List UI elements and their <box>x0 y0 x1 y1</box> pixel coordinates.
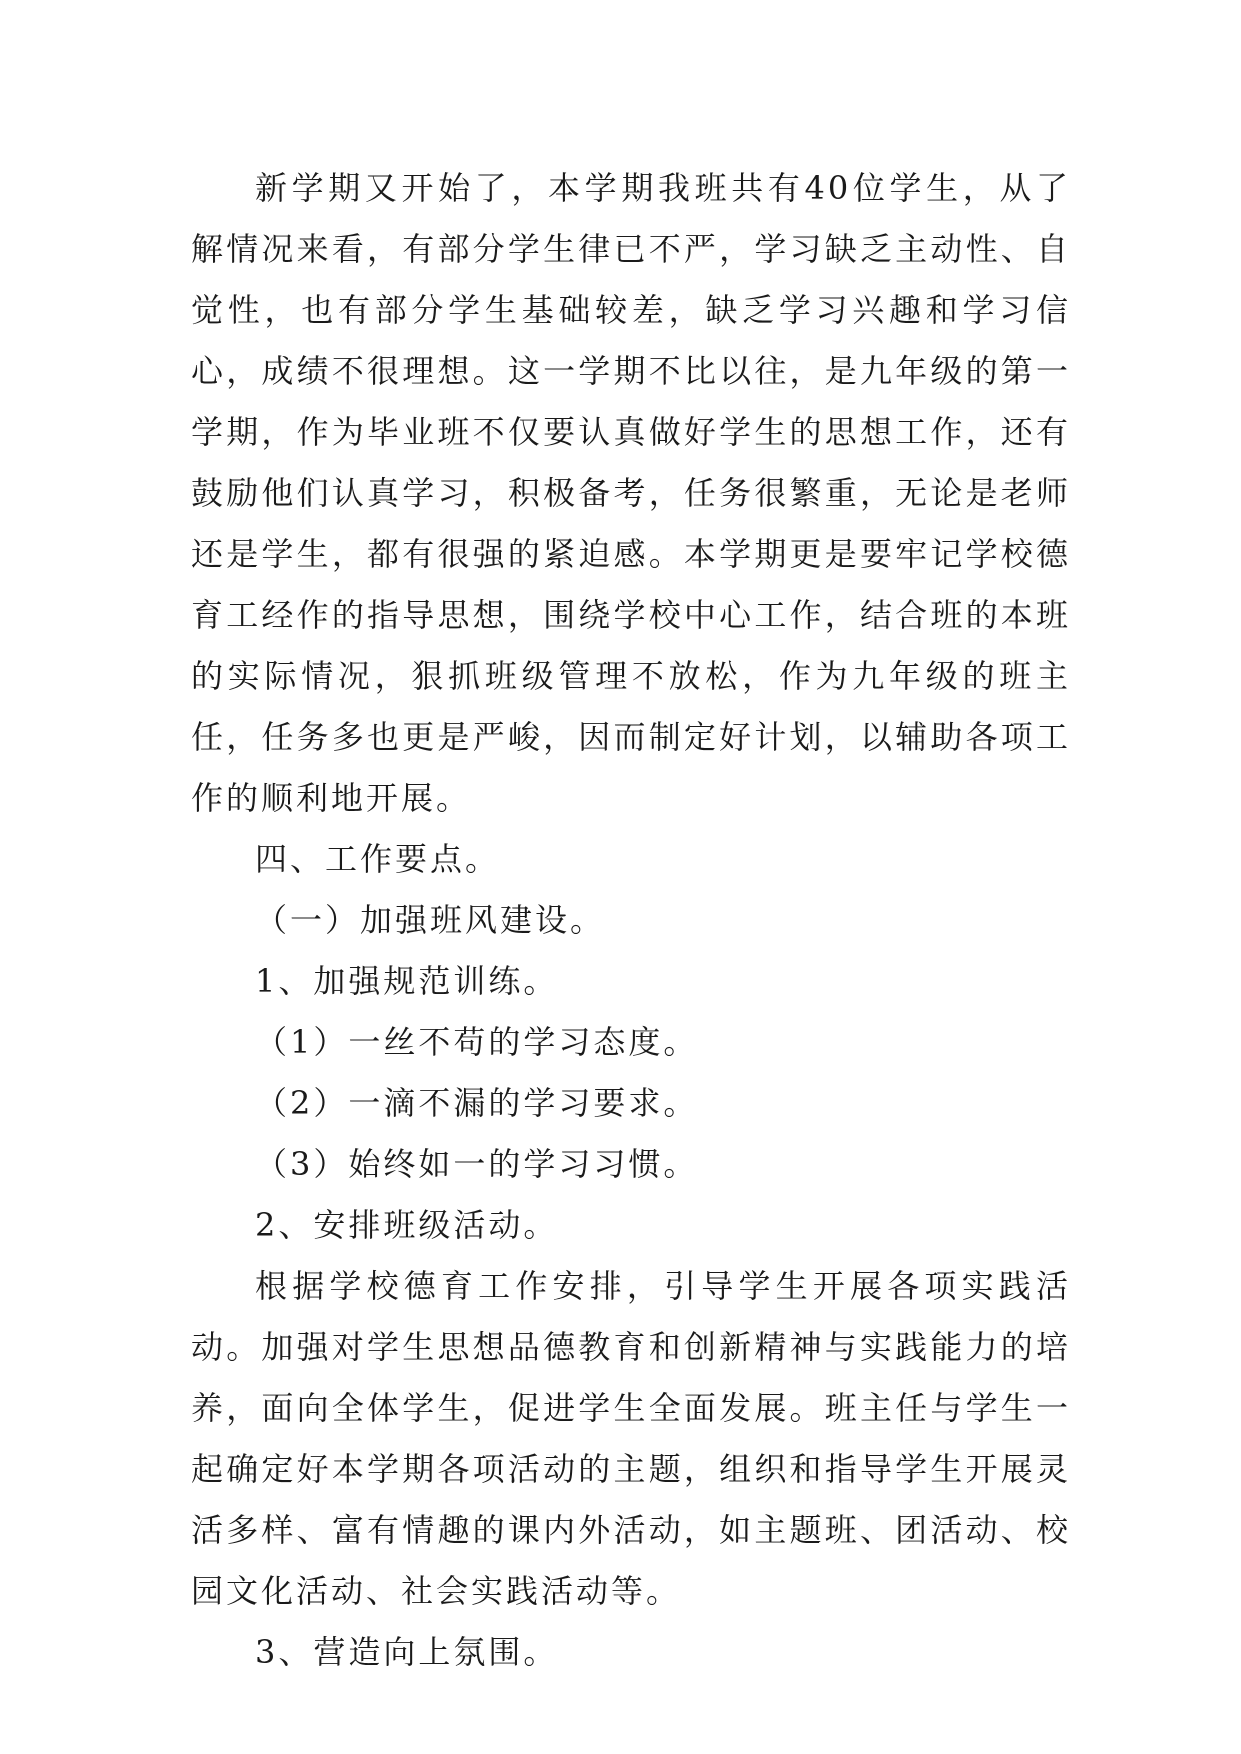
activities-paragraph: 根据学校德育工作安排，引导学生开展各项实践活动。加强对学生思想品德教育和创新精神与实践能力的培养，面向全体学生，促进学生全面发展。班主任与学生一起确定好本学期各项活动的主题，组织和指导学生开展灵活多样、富有情趣的课内外活动，如主题班、团活动、校园文化活动、社会实践活动等。 <box>191 1267 1071 1610</box>
subsection-heading-class-style: （一）加强班风建设。 <box>255 901 606 939</box>
list-item-standard-training: 1、加强规范训练。 <box>255 962 559 1000</box>
list-item-class-activities: 2、安排班级活动。 <box>255 1206 559 1244</box>
document-body <box>191 158 1071 1683</box>
sub-item-study-requirements: （2）一滴不漏的学习要求。 <box>255 1084 699 1122</box>
intro-paragraph: 新学期又开始了，本学期我班共有40位学生，从了解情况来看，有部分学生律已不严，学习缺乏主动性、自觉性，也有部分学生基础较差，缺乏学习兴趣和学习信心，成绩不很理想。这一学期不比以往，是九年级的第一学期，作为毕业班不仅要认真做好学生的思想工作，还有鼓励他们认真学习，积极备考，任务很繁重，无论是老师还是学生，都有很强的紧迫感。本学期更是要牢记学校德育工经作的指导思想，围绕学校中心工作，结合班的本班的实际情况，狠抓班级管理不放松，作为九年级的班主任，任务多也更是严峻，因而制定好计划，以辅助各项工作的顺利地开展。 <box>191 169 1071 817</box>
sub-item-study-attitude: （1）一丝不苟的学习态度。 <box>255 1023 699 1061</box>
sub-item-study-habits: （3）始终如一的学习习惯。 <box>255 1145 699 1183</box>
section-heading-work-points: 四、工作要点。 <box>255 840 501 878</box>
list-item-positive-atmosphere: 3、营造向上氛围。 <box>255 1633 559 1671</box>
